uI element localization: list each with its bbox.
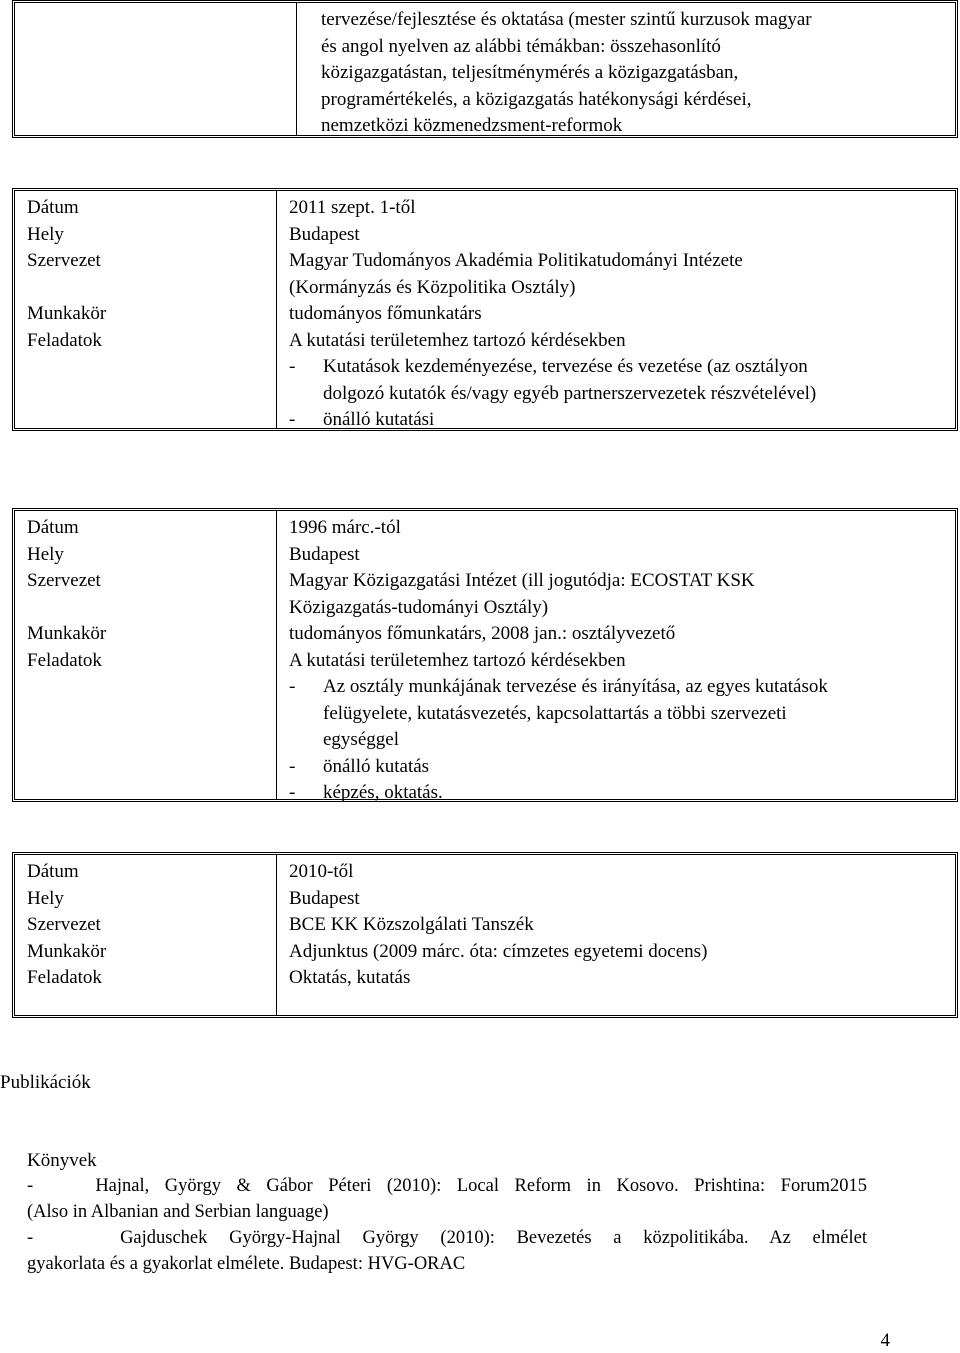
entry-organization: Magyar Tudományos Akadémia Politikatudományi Intézete	[289, 250, 743, 271]
entry-tasks-title: A kutatási területemhez tartozó kérdésekben	[289, 649, 626, 671]
label-date: Dátum	[27, 517, 79, 538]
task-item	[289, 407, 945, 434]
label-tasks: Feladatok	[27, 649, 102, 671]
task-item	[289, 780, 945, 807]
top-line: közigazgatástan, teljesítménymérés a közigazgatásban,	[321, 62, 739, 83]
top-line: programértékelés, a közigazgatás hatékonysági kérdései,	[321, 88, 752, 110]
entry-position: tudományos főmunkatárs	[289, 303, 482, 324]
label-position: Munkakör	[27, 303, 107, 324]
entry-organization: Magyar Közigazgatási Intézet (ill jogutódja: ECOSTAT KSK	[289, 570, 755, 591]
bullet-dash: -	[289, 356, 296, 377]
bullet-dash: -	[289, 676, 296, 697]
top-line: nemzetközi közmenedzsment-reformok	[321, 115, 623, 136]
label-date: Dátum	[27, 861, 79, 882]
entry-box-2	[12, 508, 958, 802]
entry-box-1	[12, 188, 958, 431]
task-text: önálló kutatási	[323, 409, 435, 430]
label-tasks: Feladatok	[27, 329, 102, 351]
books-heading: Könyvek	[27, 1150, 97, 1171]
task-text: önálló kutatás	[323, 755, 430, 777]
book-item	[27, 1173, 867, 1199]
task-item-cont: dolgozó kutatók és/vagy egyéb partnerszervezetek részvételével)	[323, 382, 817, 404]
label-position: Munkakör	[27, 940, 107, 962]
book-citation: Hajnal, György & Gábor Péteri (2010): Local Reform in Kosovo. Prishtina: Forum2015	[95, 1176, 867, 1196]
book-list	[27, 1173, 867, 1277]
entry-place: Budapest	[289, 887, 360, 909]
bullet-dash: -	[289, 755, 296, 777]
task-item-cont: felügyelete, kutatásvezetés, kapcsolattartás a többi szervezeti	[323, 702, 787, 724]
label-tasks: Feladatok	[27, 967, 102, 988]
task-text: Kutatások kezdeményezése, tervezése és vezetése (az osztályon	[323, 356, 808, 377]
top-line: és angol nyelven az alábbi témákban: összehasonlító	[321, 35, 721, 57]
page-number: 4	[880, 1330, 890, 1351]
bullet-dash: -	[27, 1176, 34, 1196]
bullet-dash: -	[289, 409, 296, 430]
label-column	[15, 3, 297, 135]
entry-details	[289, 515, 945, 807]
entry-place: Budapest	[289, 223, 360, 245]
top-line: tervezése/fejlesztése és oktatása (mester szintű kurzusok magyar	[321, 9, 812, 30]
label-organization: Szervezet	[27, 250, 101, 271]
bullet-dash: -	[27, 1228, 34, 1248]
entry-place: Budapest	[289, 543, 360, 565]
entry-organization: BCE KK Közszolgálati Tanszék	[289, 914, 534, 935]
label-place: Hely	[27, 223, 64, 245]
entry-date: 2011 szept. 1-től	[289, 197, 416, 218]
book-item-cont: (Also in Albanian and Serbian language)	[27, 1202, 329, 1222]
task-item	[289, 754, 945, 781]
entry-details	[289, 859, 945, 992]
entry-tasks-title: A kutatási területemhez tartozó kérdésekben	[289, 329, 626, 351]
label-date: Dátum	[27, 197, 79, 218]
bullet-dash: -	[289, 782, 296, 803]
task-item	[289, 674, 945, 701]
label-organization: Szervezet	[27, 570, 101, 591]
task-text: Az osztály munkájának tervezése és irányítása, az egyes kutatások	[323, 676, 828, 697]
label-place: Hely	[27, 543, 64, 565]
entry-organization-cont: (Kormányzás és Közpolitika Osztály)	[289, 276, 576, 298]
entry-position: Adjunktus (2009 márc. óta: címzetes egyetemi docens)	[289, 940, 708, 962]
book-citation: Gajduschek György-Hajnal György (2010): Bevezetés a közpolitikába. Az elmélet	[120, 1228, 867, 1248]
entry-organization-cont: Közigazgatás-tudományi Osztály)	[289, 596, 549, 618]
entry-details	[289, 195, 945, 434]
entry-position: tudományos főmunkatárs, 2008 jan.: osztályvezető	[289, 623, 676, 644]
label-organization: Szervezet	[27, 914, 101, 935]
book-item	[27, 1225, 867, 1251]
publications-heading: Publikációk	[0, 1072, 91, 1093]
task-text: képzés, oktatás.	[323, 782, 443, 803]
top-entry-box	[12, 0, 958, 138]
entry-date: 1996 márc.-tól	[289, 517, 401, 538]
label-place: Hely	[27, 887, 64, 909]
entry-tasks: Oktatás, kutatás	[289, 967, 411, 988]
book-item-cont: gyakorlata és a gyakorlat elmélete. Budapest: HVG-ORAC	[27, 1254, 466, 1274]
label-position: Munkakör	[27, 623, 107, 644]
entry-date: 2010-től	[289, 861, 354, 882]
entry-box-3	[12, 852, 958, 1018]
task-item-cont: egységgel	[323, 729, 399, 750]
top-entry-text	[321, 7, 812, 140]
task-item	[289, 354, 945, 381]
